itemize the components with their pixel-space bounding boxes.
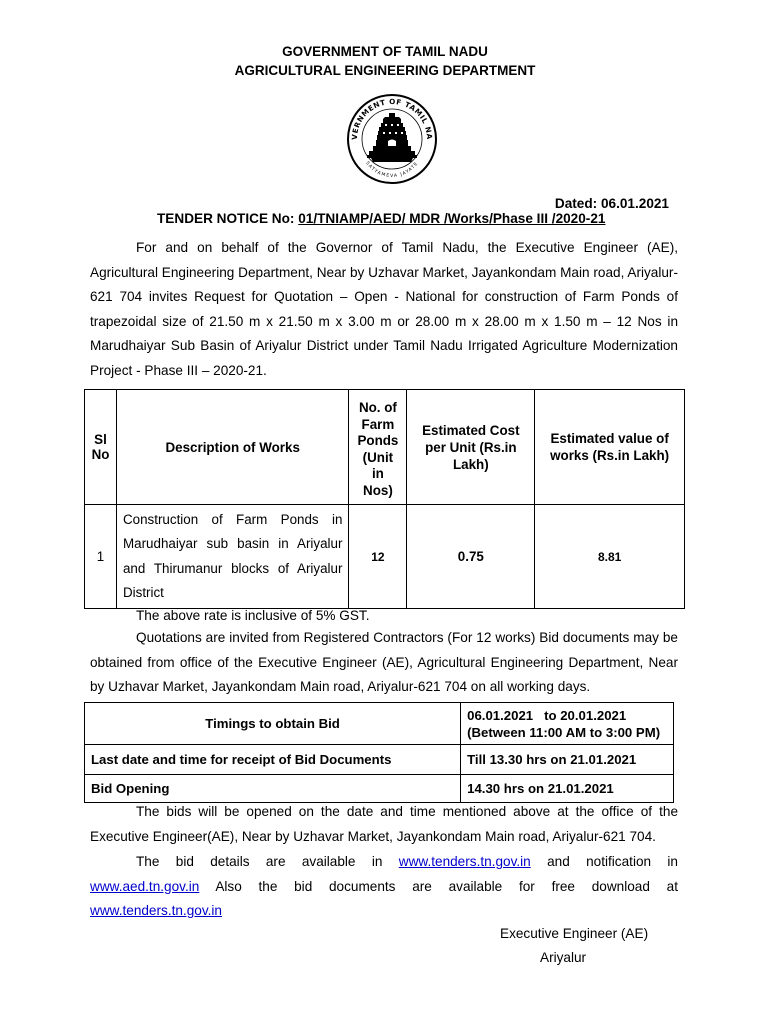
works-table [84, 389, 685, 609]
tender-prefix: TENDER NOTICE No: [157, 211, 299, 226]
availability-paragraph [90, 850, 678, 924]
row-sl-no: 1 [85, 505, 117, 609]
timings-label: Timings to obtain Bid [85, 703, 461, 745]
header-sl-no: Sl No [85, 390, 117, 505]
table-row [85, 745, 674, 775]
availability-text-1: The bid details are available in [136, 854, 383, 869]
dated-text: Dated: 06.01.2021 [554, 196, 669, 211]
availability-text-2: and notification in [547, 854, 678, 869]
header-description: Description of Works [116, 390, 348, 505]
row-value-of-works: 8.81 [535, 505, 685, 609]
signature-title: Executive Engineer (AE) [500, 926, 649, 941]
tenders-link-2[interactable]: www.tenders.tn.gov.in [90, 903, 222, 919]
opening-text: The bids will be opened on the date and time mentioned above at the office of the Executive Engineer(AE), Near by Uzhavar Market, Jayankondam Main road, Ariyalur-621 704. [90, 804, 678, 844]
row-description: Construction of Farm Ponds in Marudhaiyar sub basin in Ariyalur and Thirumanur blocks of Ariyalur District [116, 505, 348, 609]
last-date-label: Last date and time for receipt of Bid Documents [85, 745, 461, 775]
header-value-of-works: Estimated value of works (Rs.in Lakh) [535, 390, 685, 505]
availability-text-3: Also the bid documents are available for free download at [215, 878, 678, 894]
header-line-2: AGRICULTURAL ENGINEERING DEPARTMENT [234, 63, 536, 78]
svg-text:SATYAMEVA JAYATE [364, 160, 420, 179]
timings-value [461, 703, 674, 745]
header-no-of-ponds: No. of Farm Ponds (Unit in Nos) [349, 390, 407, 505]
quotation-paragraph [90, 626, 678, 700]
bid-opening-value: 14.30 hrs on 21.01.2021 [461, 775, 674, 803]
row-cost-per-unit: 0.75 [407, 505, 535, 609]
last-date-value: Till 13.30 hrs on 21.01.2021 [461, 745, 674, 775]
quotation-text: Quotations are invited from Registered Contractors (For 12 works) Bid documents may be obtained from office of the Executive Engineer (AE), Agricultural Engineering Department, Near by Uzhavar Market, Jayankondam Main road, Ariyalur-621 704 on all working days. [90, 630, 678, 695]
tamil-nadu-emblem-icon [345, 92, 439, 186]
header-line-1: GOVERNMENT OF TAMIL NADU [282, 44, 488, 59]
tender-number: 01/TNIAMP/AED/ MDR /Works/Phase III /2020-21 [298, 211, 606, 226]
tenders-link-1[interactable]: www.tenders.tn.gov.in [398, 854, 531, 869]
opening-paragraph [90, 800, 678, 849]
timings-table [84, 702, 674, 803]
signature-place: Ariyalur [540, 950, 587, 965]
intro-paragraph [90, 236, 678, 384]
table-row [85, 775, 674, 803]
emblem-top-text: VERNMENT OF TAMIL NA [349, 96, 435, 141]
gst-note: The above rate is inclusive of 5% GST. [136, 608, 370, 623]
timings-value-line-2: (Between 11:00 AM to 3:00 PM) [467, 724, 661, 740]
aed-link[interactable]: www.aed.tn.gov.in [90, 878, 200, 894]
table-row [85, 703, 674, 745]
header-cost-per-unit: Estimated Cost per Unit (Rs.in Lakh) [407, 390, 535, 505]
bid-opening-label: Bid Opening [85, 775, 461, 803]
row-no-of-ponds: 12 [349, 505, 407, 609]
tender-notice-number [157, 211, 605, 226]
emblem-bottom-text: SATYAMEVA JAYATE [364, 160, 420, 180]
intro-text: For and on behalf of the Governor of Tamil Nadu, the Executive Engineer (AE), Agricultural Engineering Department, Near by Uzhavar Market, Jayankondam Main road, Ariyalur-621 704 invites Request for Quotation – Open - National for construction of Farm Ponds of trapezoidal size of 21.50 m x 21.50 m x 3.00 m or 28.00 m x 28.00 m x 1.50 m – 12 Nos in Marudhaiyar Sub Basin of Ariyalur District under Tamil Nadu Irrigated Agriculture Modernization Project - Phase III – 2020-21. [90, 240, 678, 378]
table-row [85, 505, 685, 609]
timings-value-line-1: 06.01.2021 to 20.01.2021 [467, 707, 627, 723]
